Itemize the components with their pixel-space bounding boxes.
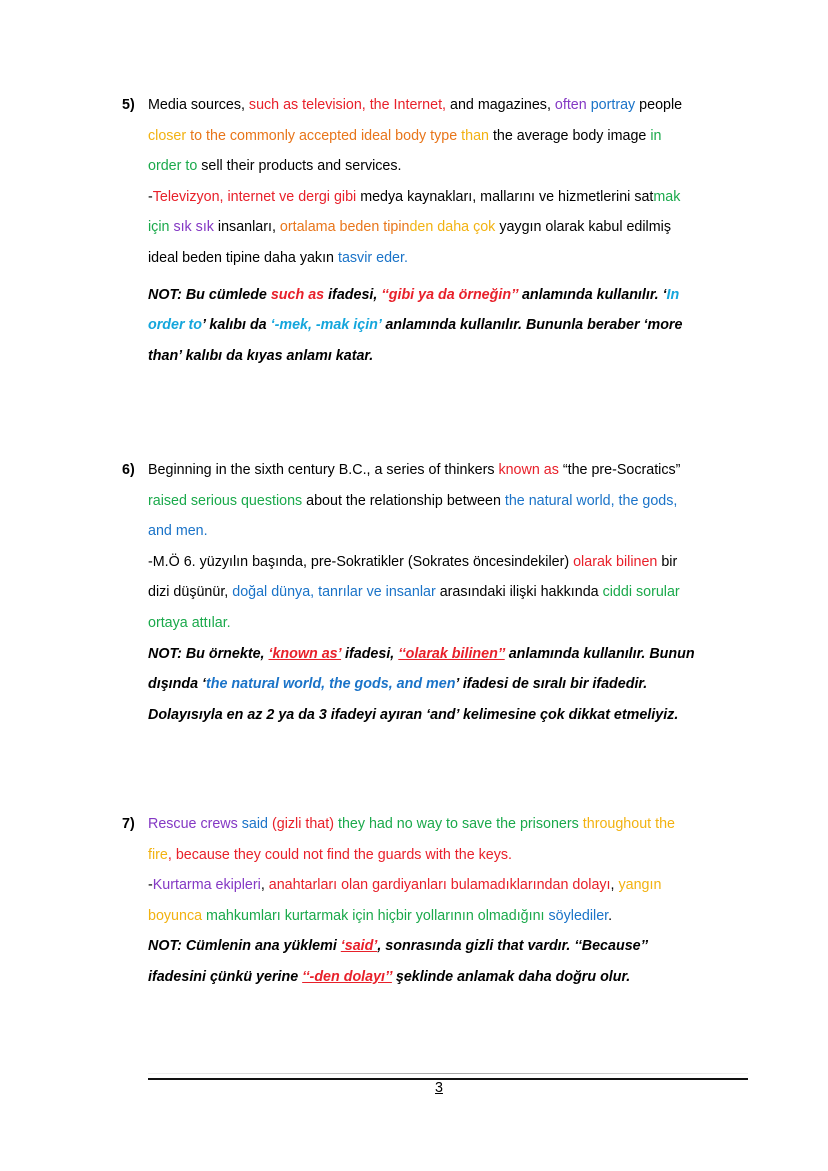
text-segment: in: [650, 127, 662, 144]
text-line: [148, 700, 732, 731]
text-segment: and men.: [148, 523, 208, 540]
text-segment: ifadesini çünkü yerine: [148, 968, 303, 985]
text-line: [148, 341, 732, 372]
text-segment: anahtarları olan gardiyanları bulamadıklarından dolayı: [268, 877, 611, 894]
text-segment: den daha çok: [409, 219, 496, 236]
text-line: [148, 931, 732, 962]
text-segment: ‘‘-den dolayı’’: [302, 968, 392, 985]
exercise-number: 7): [122, 816, 135, 832]
text-segment: Televizyon, internet ve dergi gibi: [152, 188, 357, 205]
grammar-note: [148, 639, 732, 731]
exercise-6: [122, 455, 732, 730]
page-number: 3: [435, 1080, 443, 1096]
text-segment: “the pre-Socratics”: [558, 462, 681, 478]
text-segment: they had no way to save the prisoners: [337, 816, 579, 832]
text-segment: to the commonly accepted ideal body type: [190, 127, 458, 144]
text-segment: order to: [148, 317, 203, 334]
text-segment: NOT: Bu cümlede: [148, 286, 271, 303]
text-segment: olarak bilinen: [573, 553, 658, 570]
text-segment: .: [369, 347, 374, 364]
text-segment: dışında ‘: [148, 676, 206, 693]
text-segment: known as: [498, 462, 559, 478]
text-line: [148, 182, 732, 213]
text-line: [148, 121, 732, 152]
text-segment: -: [148, 188, 153, 205]
text-line: [148, 280, 732, 311]
text-segment: şeklinde anlamak daha doğru olur.: [391, 968, 631, 985]
text-segment: Rescue crews: [148, 816, 238, 832]
text-segment: yangın: [618, 877, 662, 894]
text-segment: ‘-mek, -mak için’: [270, 317, 382, 334]
text-segment: medya kaynakları, mallarını ve hizmetlerini sat: [356, 188, 654, 205]
text-line: [148, 212, 732, 243]
sentence-and-translation: [148, 455, 732, 639]
text-line: [148, 486, 732, 517]
text-segment: ‘‘gibi ya da örneğin’’: [381, 286, 518, 303]
text-segment: ortaya attılar.: [148, 614, 231, 631]
text-line: [148, 90, 732, 121]
text-segment: closer: [148, 127, 187, 144]
exercise-5: [122, 90, 732, 371]
text-line: [148, 962, 732, 993]
text-line: [148, 840, 732, 871]
exercise-body: [148, 455, 732, 730]
text-segment: Kurtarma ekipleri: [152, 877, 261, 894]
text-segment: often: [554, 97, 587, 113]
text-segment: ’ kalıbı da: [202, 317, 271, 334]
text-segment: ‘said’: [340, 938, 378, 955]
text-segment: tasvir eder.: [337, 249, 408, 266]
text-segment: , sonrasında gizli that vardır. ‘‘Because’’: [377, 938, 649, 955]
text-segment: people: [635, 97, 683, 113]
text-segment: için: [148, 219, 170, 236]
text-segment: ideal beden tipine daha yakın: [148, 249, 338, 266]
text-segment: raised serious questions: [148, 492, 303, 509]
text-segment: Dolayısıyla en az 2 ya da 3 ifadeyi ayıran ‘and’ kelimesine çok dikkat etmeliyiz.: [148, 706, 679, 723]
sentence-and-translation: [148, 90, 732, 274]
exercise-body: [148, 809, 732, 993]
text-segment: yaygın olarak kabul edilmiş: [495, 219, 671, 236]
text-segment: said: [241, 816, 269, 832]
text-line: [148, 669, 732, 700]
text-segment: ‘known as’: [268, 645, 342, 662]
text-line: [148, 310, 732, 341]
text-line: [148, 516, 732, 547]
text-segment: throughout the: [582, 816, 675, 832]
text-segment: anlamında kullanılır. Bununla beraber ‘more: [381, 317, 683, 334]
text-segment: insanları,: [213, 219, 280, 236]
text-line: [148, 809, 732, 840]
text-segment: söylediler: [548, 907, 609, 924]
text-segment: Media sources,: [148, 97, 249, 113]
text-segment: doğal dünya, tanrılar ve insanlar: [232, 584, 436, 601]
text-segment: sell their products and services.: [197, 158, 402, 175]
footer-divider: [148, 1072, 748, 1080]
text-segment: ’ ifadesi de sıralı bir ifadedir.: [455, 676, 648, 693]
text-segment: ciddi sorular: [602, 584, 680, 601]
text-line: [148, 901, 732, 932]
text-segment: Beginning in the sixth century B.C., a series of thinkers: [148, 462, 499, 478]
text-segment: order to: [148, 158, 198, 175]
exercise-body: [148, 90, 732, 371]
text-segment: ,: [610, 877, 619, 894]
text-line: [148, 577, 732, 608]
text-segment: anlamında kullanılır. ‘: [517, 286, 667, 303]
text-line: [148, 639, 732, 670]
text-segment: mahkumları kurtarmak için hiçbir yollarının olmadığını: [206, 907, 545, 924]
text-segment: the natural world, the gods, and men: [206, 676, 456, 693]
text-line: [148, 870, 732, 901]
text-segment: about the relationship between: [302, 492, 505, 509]
text-line: [148, 243, 732, 274]
text-segment: ,: [260, 877, 269, 894]
text-segment: fire: [148, 846, 168, 863]
grammar-note: [148, 931, 732, 992]
text-segment: -M.Ö 6. yüzyılın başında, pre-Sokratikler (Sokrates öncesindekiler): [148, 553, 574, 570]
text-segment: such as television, the Internet,: [248, 97, 447, 113]
text-segment: arasındaki ilişki hakkında: [435, 584, 603, 601]
sentence-and-translation: [148, 809, 732, 931]
text-segment: such as: [270, 286, 325, 303]
text-segment: the natural world, the gods,: [504, 492, 678, 509]
text-segment: ‘‘olarak bilinen’’: [398, 645, 505, 662]
text-line: [148, 608, 732, 639]
text-segment: dizi düşünür,: [148, 584, 233, 601]
text-segment: ortalama beden tipin: [279, 219, 410, 236]
text-segment: NOT: Cümlenin ana yüklemi: [148, 938, 341, 955]
text-segment: boyunca: [148, 907, 203, 924]
text-segment: portray: [590, 97, 636, 113]
text-segment: the average body image: [488, 127, 651, 144]
text-segment: ifadesi,: [341, 645, 399, 662]
text-segment: NOT: Bu örnekte,: [148, 645, 269, 662]
text-segment: mak: [653, 188, 681, 205]
exercise-number: 6): [122, 462, 135, 478]
text-segment: bir: [657, 553, 678, 570]
text-segment: (gizli that): [272, 816, 334, 832]
text-line: [148, 547, 732, 578]
text-line: [148, 455, 732, 486]
text-segment: ifadesi,: [324, 286, 382, 303]
text-segment: -: [148, 877, 153, 894]
text-segment: and magazines,: [446, 97, 555, 113]
text-segment: sık sık: [173, 219, 214, 236]
text-segment: than’ kalıbı da kıyas anlamı katar: [148, 347, 370, 364]
exercise-7: [122, 809, 732, 993]
text-segment: anlamında kullanılır. Bunun: [504, 645, 695, 662]
text-segment: .: [608, 907, 613, 924]
grammar-note: [148, 280, 732, 372]
text-segment: than: [461, 127, 489, 144]
exercise-number: 5): [122, 97, 135, 113]
text-segment: In: [666, 286, 680, 303]
text-segment: , because they could not find the guards with the keys.: [167, 846, 513, 863]
text-line: [148, 151, 732, 182]
